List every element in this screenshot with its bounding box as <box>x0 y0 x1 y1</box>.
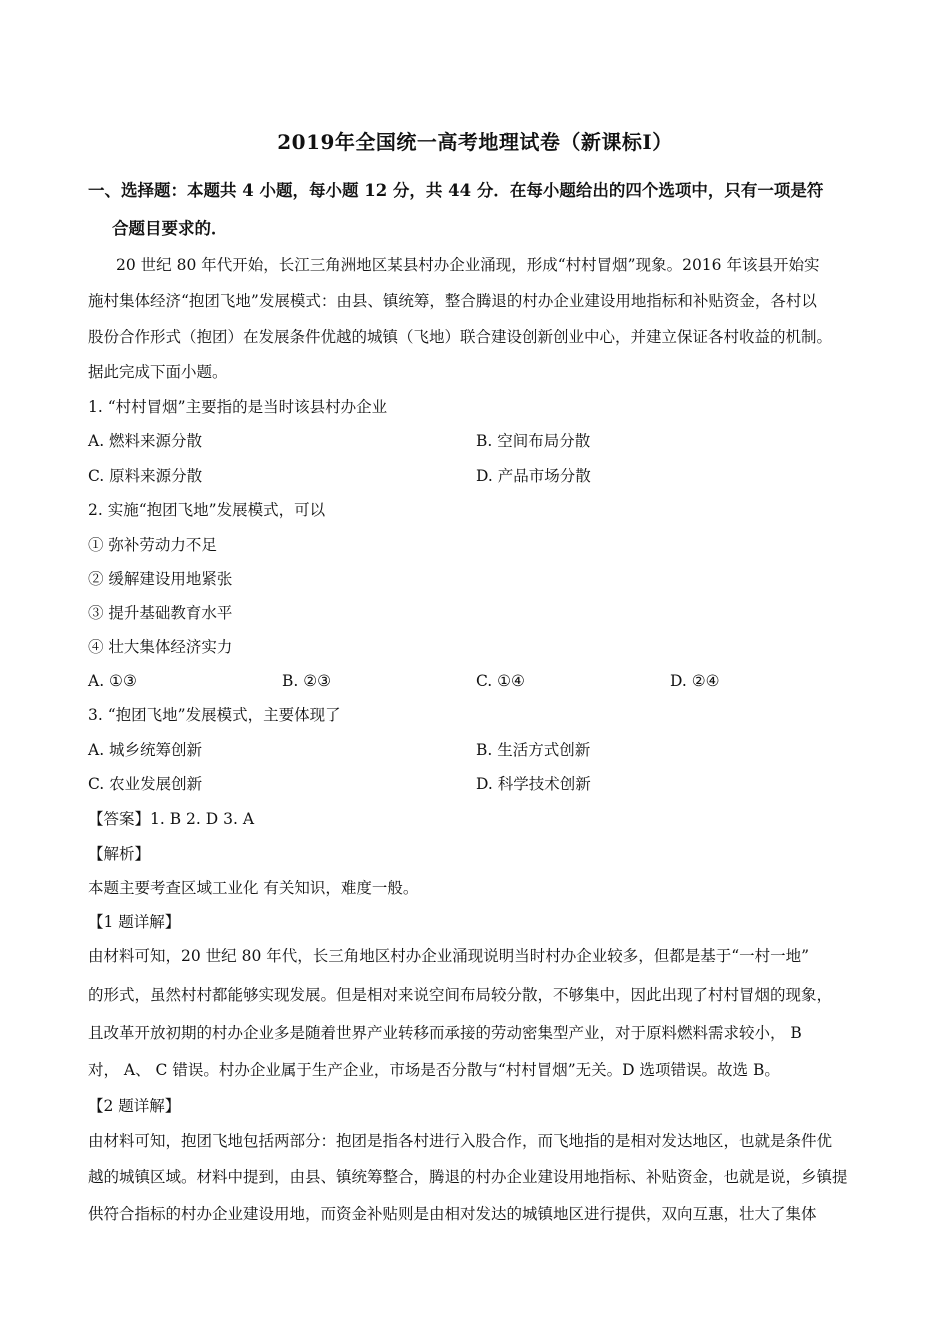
question-1-stem: 1. “村村冒烟”主要指的是当时该县村办企业 <box>88 398 388 416</box>
answer-key: 【答案】1. B 2. D 3. A <box>88 810 255 828</box>
passage-line-4: 据此完成下面小题。 <box>88 363 228 381</box>
analysis-label: 【解析】 <box>88 845 151 863</box>
question-3-option-b: B. 生活方式创新 <box>476 741 591 759</box>
question-3-option-a: A. 城乡统筹创新 <box>88 741 203 759</box>
detail-1-line-3: 且改革开放初期的村办企业多是随着世界产业转移而承接的劳动密集型产业，对于原料燃料需求较小， B <box>88 1024 802 1042</box>
question-1-option-a: A. 燃料来源分散 <box>88 432 203 450</box>
section-heading-line-2: 合题目要求的． <box>112 219 228 238</box>
question-2-statement-2: ② 缓解建设用地紧张 <box>88 570 233 588</box>
detail-1-line-2: 的形式，虽然村村都能够实现发展。但是相对来说空间布局较分散，不够集中，因此出现了村村冒烟的现象， <box>88 986 833 1004</box>
detail-2-label: 【2 题详解】 <box>88 1097 181 1115</box>
question-3-option-d: D. 科学技术创新 <box>476 775 591 793</box>
passage-line-3: 股份合作形式（抱团）在发展条件优越的城镇（飞地）联合建设创新创业中心，并建立保证各村收益的机制。 <box>88 328 833 346</box>
question-1-option-b: B. 空间布局分散 <box>476 432 591 450</box>
question-2-option-b: B. ②③ <box>282 672 332 690</box>
analysis-intro: 本题主要考查区域工业化 有关知识，难度一般。 <box>88 879 419 897</box>
question-2-option-a: A. ①③ <box>88 672 137 690</box>
question-2-option-c: C. ①④ <box>476 672 525 690</box>
question-1-option-d: D. 产品市场分散 <box>476 467 591 485</box>
question-3-stem: 3. “抱团飞地”发展模式，主要体现了 <box>88 706 341 724</box>
page-title: 2019年全国统一高考地理试卷（新课标Ⅰ） <box>277 130 673 154</box>
detail-1-line-4: 对， A、 C 错误。村办企业属于生产企业，市场是否分散与“村村冒烟”无关。D 选项错误。故选 B。 <box>88 1061 780 1079</box>
section-heading-line-1: 一、选择题：本题共 4 小题，每小题 12 分，共 44 分．在每小题给出的四个选项中，只有一项是符 <box>88 181 824 200</box>
passage-line-1: 20 世纪 80 年代开始，长江三角洲地区某县村办企业涌现，形成“村村冒烟”现象。2016 年该县开始实 <box>116 256 820 274</box>
question-2-stem: 2. 实施“抱团飞地”发展模式，可以 <box>88 501 326 519</box>
detail-1-line-1: 由材料可知，20 世纪 80 年代，长三角地区村办企业涌现说明当时村办企业较多，但都是基于“一村一地” <box>88 947 810 965</box>
question-2-statement-4: ④ 壮大集体经济实力 <box>88 638 233 656</box>
question-2-option-d: D. ②④ <box>670 672 720 690</box>
detail-2-line-2: 越的城镇区域。材料中提到，由县、镇统筹整合，腾退的村办企业建设用地指标、补贴资金，也就是说，乡镇提 <box>88 1168 848 1186</box>
detail-2-line-3: 供符合指标的村办企业建设用地，而资金补贴则是由相对发达的城镇地区进行提供，双向互惠，壮大了集体 <box>88 1205 817 1223</box>
detail-1-label: 【1 题详解】 <box>88 913 181 931</box>
question-2-statement-1: ① 弥补劳动力不足 <box>88 536 217 554</box>
passage-line-2: 施村集体经济“抱团飞地”发展模式：由县、镇统筹，整合腾退的村办企业建设用地指标和补贴资金，各村以 <box>88 292 817 310</box>
question-3-option-c: C. 农业发展创新 <box>88 775 203 793</box>
detail-2-line-1: 由材料可知，抱团飞地包括两部分：抱团是指各村进行入股合作，而飞地指的是相对发达地区，也就是条件优 <box>88 1132 833 1150</box>
question-2-statement-3: ③ 提升基础教育水平 <box>88 604 233 622</box>
question-1-option-c: C. 原料来源分散 <box>88 467 203 485</box>
